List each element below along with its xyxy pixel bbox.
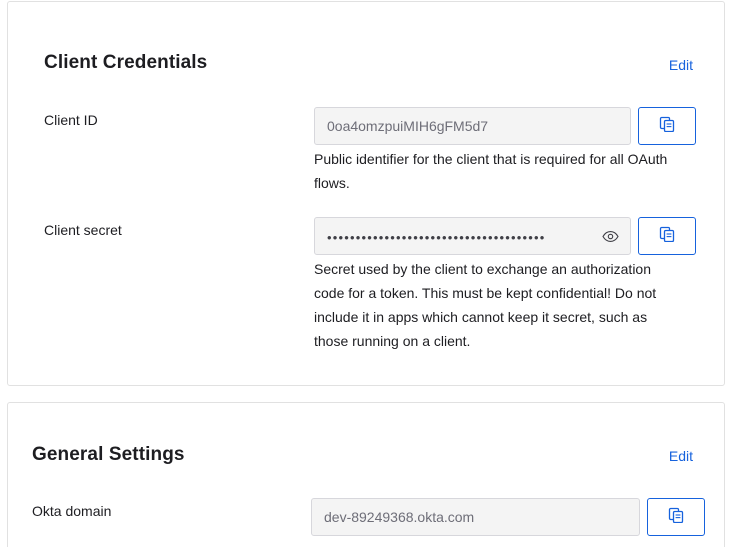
client-id-input[interactable] [314, 107, 631, 145]
client-id-label: Client ID [44, 112, 98, 128]
okta-domain-input[interactable] [311, 498, 640, 536]
copy-icon [668, 507, 684, 528]
edit-general-settings-button[interactable]: Edit [668, 448, 693, 464]
okta-domain-field-group [311, 498, 705, 536]
client-secret-label: Client secret [44, 222, 122, 238]
client-secret-field-group [314, 217, 696, 255]
general-settings-title: General Settings [32, 444, 185, 465]
copy-icon [659, 226, 675, 247]
client-id-help-text: Public identifier for the client that is required for all OAuth flows. [314, 151, 668, 191]
client-secret-value: •••••••••••••••••••••••••••••••••••••• [327, 230, 546, 244]
copy-client-secret-button[interactable] [638, 217, 696, 255]
general-settings-card [7, 402, 725, 547]
copy-icon [659, 116, 675, 137]
page-title: Client Credentials [44, 52, 208, 73]
eye-icon[interactable] [600, 226, 620, 246]
client-secret-help-text: Secret used by the client to exchange an authorization code for a token. This must be kept confidential! Do not include it in apps which cannot keep it secret, such as those running on a client. [314, 261, 657, 349]
client-credentials-card [7, 1, 725, 386]
okta-domain-value: dev-89249368.okta.com [324, 509, 475, 525]
okta-domain-label: Okta domain [32, 503, 112, 519]
copy-okta-domain-button[interactable] [647, 498, 705, 536]
client-id-field-group [314, 107, 696, 145]
client-secret-input[interactable] [314, 217, 631, 255]
copy-client-id-button[interactable] [638, 107, 696, 145]
client-id-value: 0oa4omzpuiMIH6gFM5d7 [327, 118, 489, 134]
edit-client-credentials-button[interactable]: Edit [668, 57, 693, 73]
